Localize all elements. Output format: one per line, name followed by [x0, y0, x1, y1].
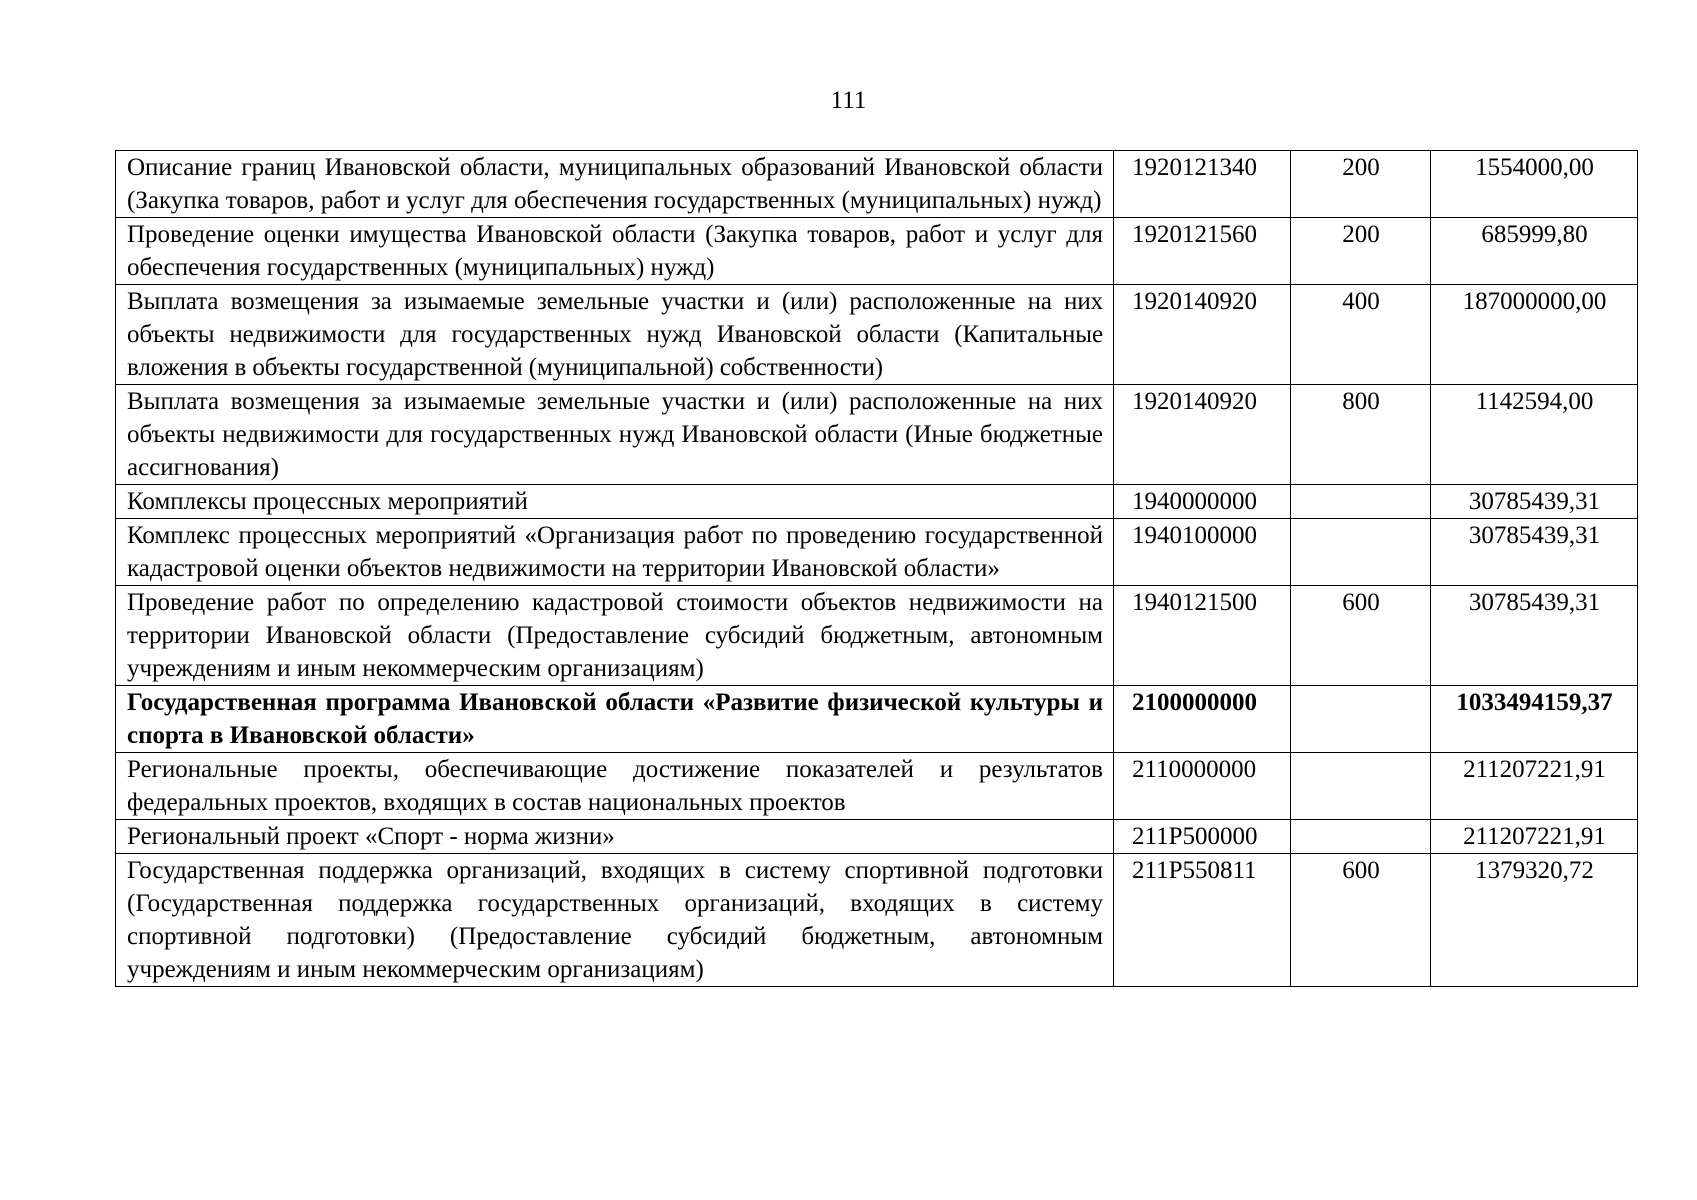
- row-expense-type: 200: [1291, 151, 1431, 218]
- row-expense-type: [1291, 519, 1431, 586]
- row-amount: 685999,80: [1431, 218, 1638, 285]
- table-row: [116, 485, 1638, 519]
- row-amount: 1142594,00: [1431, 385, 1638, 485]
- row-description: Комплексы процессных мероприятий: [116, 485, 1114, 519]
- row-amount: 1554000,00: [1431, 151, 1638, 218]
- row-target-code: 1940121500: [1114, 586, 1291, 686]
- table-row: [116, 854, 1638, 987]
- budget-table-body: [116, 151, 1638, 987]
- table-row: [116, 519, 1638, 586]
- row-description: Описание границ Ивановской области, муниципальных образований Ивановской области (Закупка товаров, работ и услуг для обеспечения государственных (муниципальных) нужд): [116, 151, 1114, 218]
- row-description: Выплата возмещения за изымаемые земельные участки и (или) расположенные на них объекты недвижимости для государственных нужд Ивановской области (Капитальные вложения в объекты государственной (муниципальной) собственности): [116, 285, 1114, 385]
- row-description: Государственная поддержка организаций, входящих в систему спортивной подготовки (Государственная поддержка государственных организаций, входящих в систему спортивной подготовки) (Предоставление субсидий бюджетным, автономным учреждениям и иным некоммерческим организациям): [116, 854, 1114, 987]
- table-row: [116, 218, 1638, 285]
- row-description: Проведение работ по определению кадастровой стоимости объектов недвижимости на территории Ивановской области (Предоставление субсидий бюджетным, автономным учреждениям и иным некоммерческим организациям): [116, 586, 1114, 686]
- row-expense-type: 400: [1291, 285, 1431, 385]
- row-target-code: 211P550811: [1114, 854, 1291, 987]
- row-target-code: 1920121340: [1114, 151, 1291, 218]
- row-expense-type: 600: [1291, 854, 1431, 987]
- page-number: 111: [830, 87, 867, 114]
- row-target-code: 1920121560: [1114, 218, 1291, 285]
- row-description: Выплата возмещения за изымаемые земельные участки и (или) расположенные на них объекты недвижимости для государственных нужд Ивановской области (Иные бюджетные ассигнования): [116, 385, 1114, 485]
- row-description: Комплекс процессных мероприятий «Организация работ по проведению государственной кадастровой оценки объектов недвижимости на территории Ивановской области»: [116, 519, 1114, 586]
- row-amount: 30785439,31: [1431, 586, 1638, 686]
- table-row: [116, 385, 1638, 485]
- table-row: [116, 753, 1638, 820]
- row-expense-type: 200: [1291, 218, 1431, 285]
- row-amount: 211207221,91: [1431, 753, 1638, 820]
- table-row: [116, 820, 1638, 854]
- row-expense-type: [1291, 686, 1431, 753]
- table-row: [116, 151, 1638, 218]
- row-expense-type: [1291, 753, 1431, 820]
- row-description: Региональный проект «Спорт - норма жизни»: [116, 820, 1114, 854]
- row-amount: 30785439,31: [1431, 519, 1638, 586]
- row-target-code: 211P500000: [1114, 820, 1291, 854]
- row-target-code: 1940000000: [1114, 485, 1291, 519]
- row-expense-type: [1291, 485, 1431, 519]
- table-row: [116, 285, 1638, 385]
- row-expense-type: 600: [1291, 586, 1431, 686]
- budget-table: [115, 150, 1638, 987]
- row-description: Проведение оценки имущества Ивановской области (Закупка товаров, работ и услуг для обеспечения государственных (муниципальных) нужд): [116, 218, 1114, 285]
- row-amount: 187000000,00: [1431, 285, 1638, 385]
- row-expense-type: 800: [1291, 385, 1431, 485]
- table-row: [116, 586, 1638, 686]
- row-amount: 1379320,72: [1431, 854, 1638, 987]
- row-amount: 1033494159,37: [1431, 686, 1638, 753]
- table-row-program: [116, 686, 1638, 753]
- row-target-code: 2100000000: [1114, 686, 1291, 753]
- row-amount: 211207221,91: [1431, 820, 1638, 854]
- row-description: Региональные проекты, обеспечивающие достижение показателей и результатов федеральных проектов, входящих в состав национальных проектов: [116, 753, 1114, 820]
- row-target-code: 2110000000: [1114, 753, 1291, 820]
- row-description: Государственная программа Ивановской области «Развитие физической культуры и спорта в Ивановской области»: [116, 686, 1114, 753]
- row-amount: 30785439,31: [1431, 485, 1638, 519]
- row-target-code: 1940100000: [1114, 519, 1291, 586]
- row-target-code: 1920140920: [1114, 285, 1291, 385]
- row-expense-type: [1291, 820, 1431, 854]
- row-target-code: 1920140920: [1114, 385, 1291, 485]
